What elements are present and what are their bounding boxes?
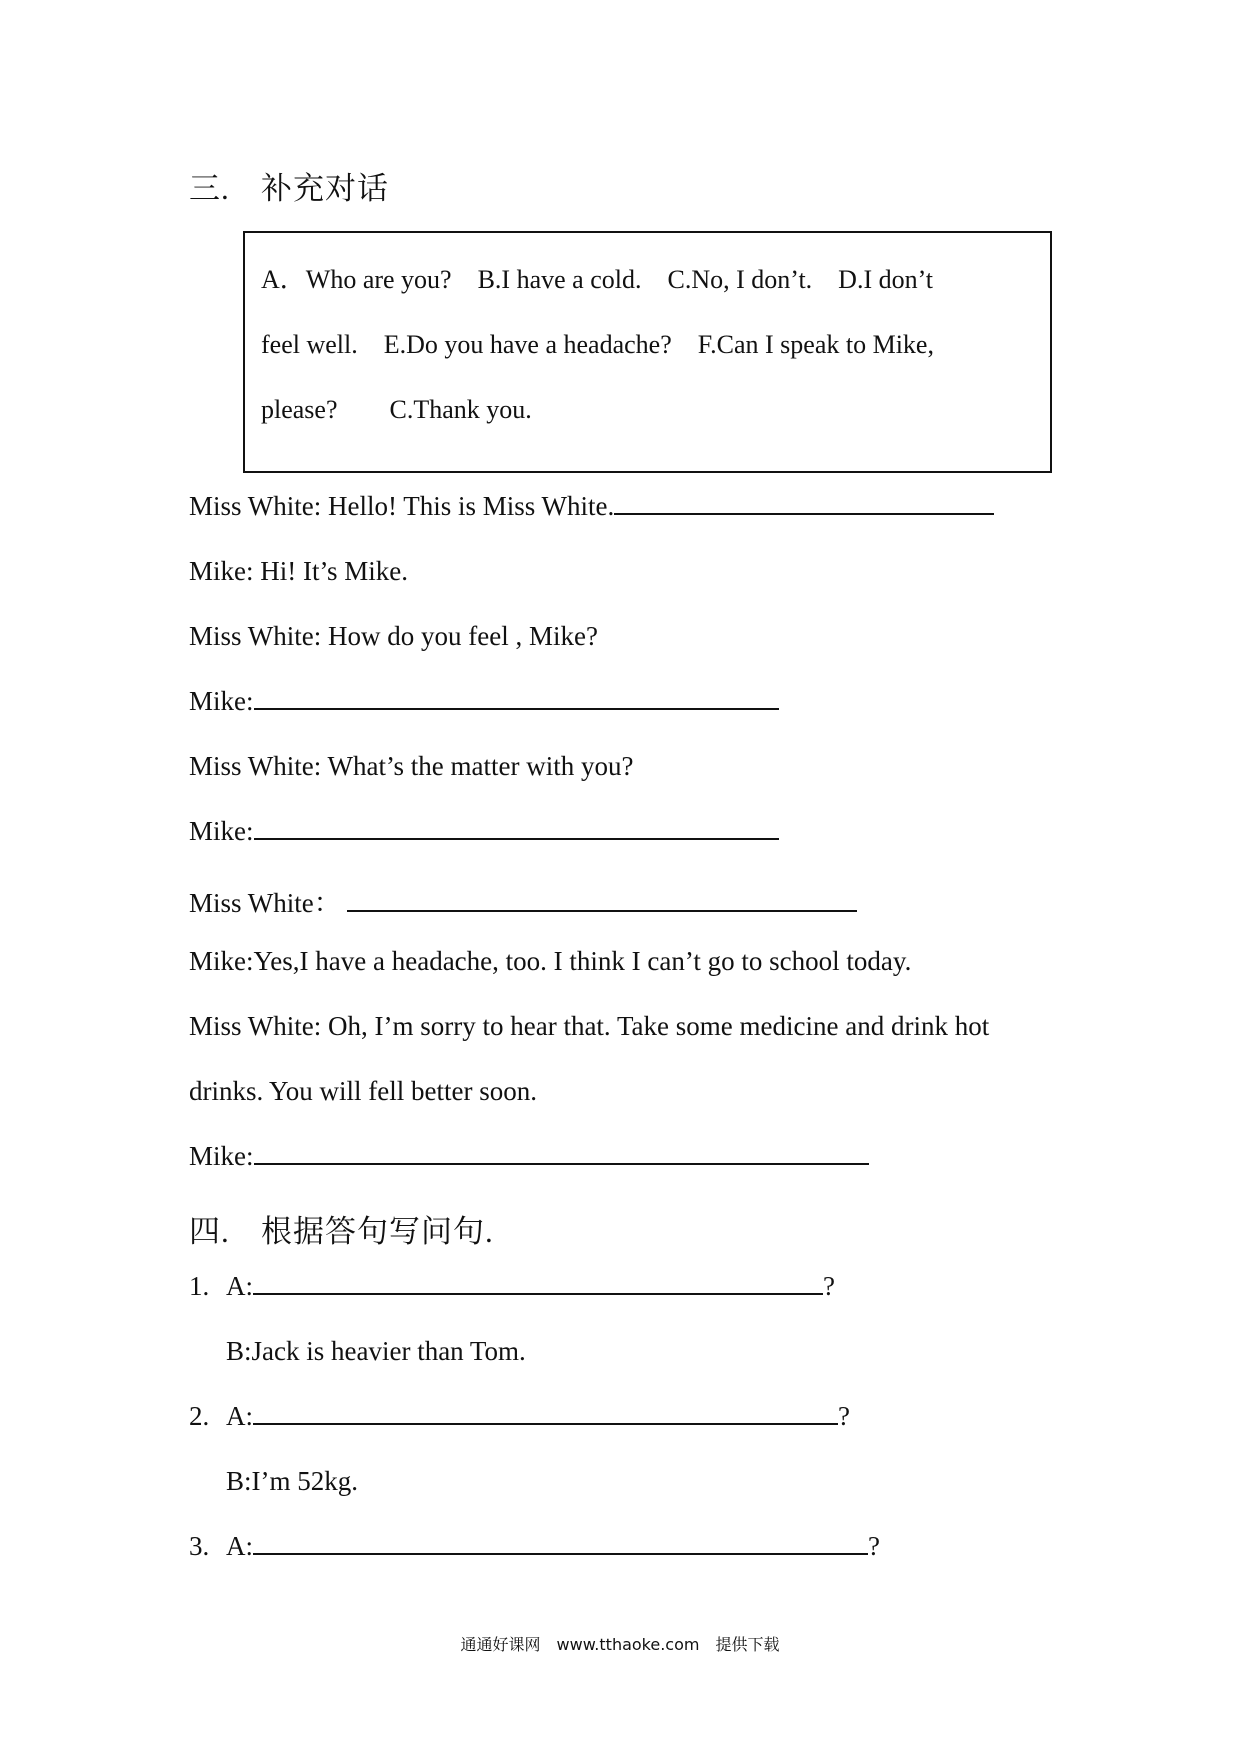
answer-blank[interactable] xyxy=(253,1271,823,1295)
item-number: 2. xyxy=(189,1401,210,1431)
options-line-3: please? C.Thank you. xyxy=(261,395,532,424)
answer-blank[interactable] xyxy=(254,686,779,710)
dialogue-text: Miss White: What’s the matter with you? xyxy=(189,751,634,781)
options-line-2: feel well. E.Do you have a headache? F.Can I speak to Mike, xyxy=(261,330,934,359)
options-line-1: A．Who are you? B.I have a cold. C.No, I don’t. D.I don’t xyxy=(261,265,934,294)
section-3-number: 三. xyxy=(189,171,230,206)
footer-credit: 通通好课网 www.tthaoke.com 提供下载 xyxy=(460,1635,780,1654)
dialogue-line-5 xyxy=(189,751,633,782)
dialogue-text: Mike: Hi! It’s Mike. xyxy=(189,556,408,586)
dialogue-text: Mike:Yes,I have a headache, too. I think I can’t go to school today. xyxy=(189,946,912,976)
question-item-3 xyxy=(189,1531,880,1562)
answer-item-2: B:I’m 52kg. xyxy=(226,1466,358,1496)
section-3-title: 补充对话 xyxy=(261,171,389,206)
dialogue-line-4 xyxy=(189,686,779,717)
dialogue-text: drinks. You will fell better soon. xyxy=(189,1076,537,1106)
question-item-1 xyxy=(189,1271,835,1302)
item-end: ? xyxy=(868,1531,880,1561)
answer-blank[interactable] xyxy=(253,1531,868,1555)
item-prompt: A: xyxy=(226,1271,253,1301)
dialogue-line-7 xyxy=(189,881,857,920)
answer-item-1: B:Jack is heavier than Tom. xyxy=(226,1336,526,1366)
section-3-heading xyxy=(189,163,389,208)
dialogue-text: Mike: xyxy=(189,816,254,846)
section-4-heading xyxy=(189,1206,494,1251)
item-prompt: A: xyxy=(226,1531,253,1561)
question-item-2 xyxy=(189,1401,850,1432)
item-number: 1. xyxy=(189,1271,210,1301)
answer-blank[interactable] xyxy=(254,1141,869,1165)
options-box xyxy=(243,231,1052,473)
dialogue-text: Miss White: Oh, I’m sorry to hear that. Take some medicine and drink hot xyxy=(189,1011,990,1041)
dialogue-text: Miss White: How do you feel , Mike? xyxy=(189,621,598,651)
item-end: ? xyxy=(838,1401,850,1431)
dialogue-line-10 xyxy=(189,1076,537,1107)
item-number: 3. xyxy=(189,1531,210,1561)
dialogue-text: Mike: xyxy=(189,1141,254,1171)
dialogue-line-2 xyxy=(189,556,408,587)
dialogue-text: Miss White： xyxy=(189,888,341,918)
section-4-number: 四. xyxy=(189,1214,230,1249)
dialogue-line-8 xyxy=(189,946,911,977)
dialogue-line-9 xyxy=(189,1011,989,1042)
dialogue-line-11 xyxy=(189,1141,869,1172)
dialogue-line-1 xyxy=(189,491,994,522)
answer-blank[interactable] xyxy=(253,1401,838,1425)
dialogue-text: Mike: xyxy=(189,686,254,716)
item-prompt: A: xyxy=(226,1401,253,1431)
section-4-title: 根据答句写问句. xyxy=(261,1214,494,1249)
dialogue-text: Miss White: Hello! This is Miss White. xyxy=(189,491,615,521)
answer-blank[interactable] xyxy=(614,491,994,515)
answer-blank[interactable] xyxy=(254,816,779,840)
item-end: ? xyxy=(823,1271,835,1301)
dialogue-line-6 xyxy=(189,816,779,847)
dialogue-line-3 xyxy=(189,621,598,652)
answer-blank[interactable] xyxy=(347,888,857,912)
